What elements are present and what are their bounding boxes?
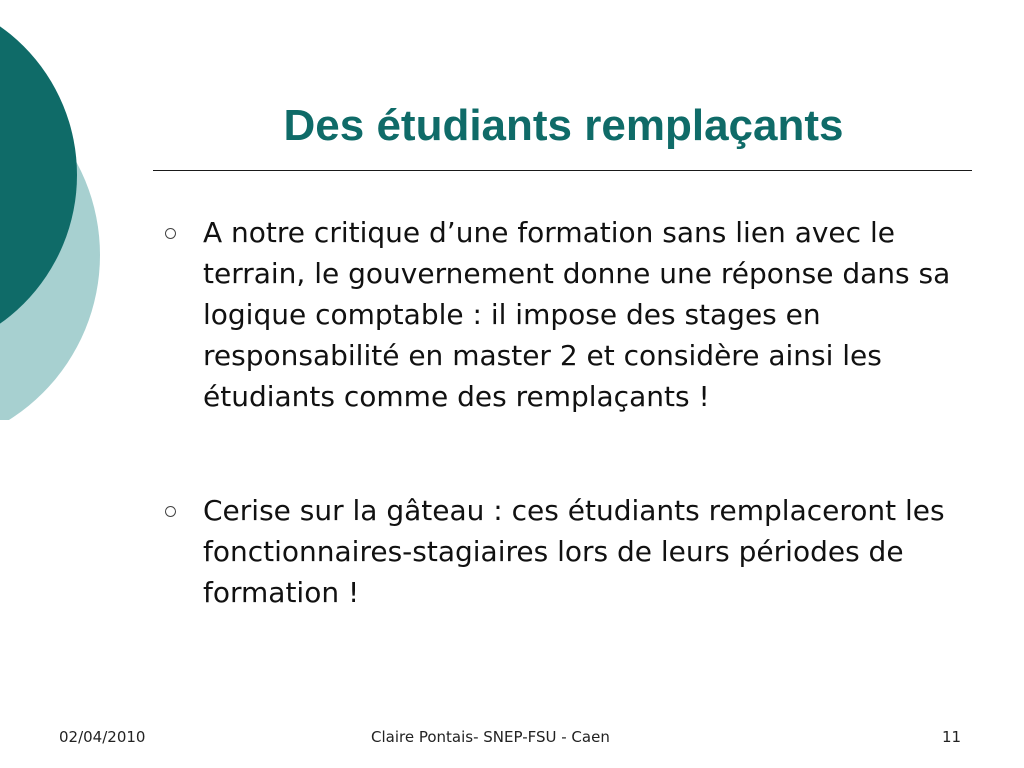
slide-title: Des étudiants remplaçants	[283, 101, 844, 150]
footer-author: Claire Pontais- SNEP-FSU - Caen	[371, 728, 610, 746]
bullet-item	[160, 212, 960, 417]
bullet-list	[160, 212, 960, 613]
bullet-text: Cerise sur la gâteau : ces étudiants remplaceront les fonctionnaires-stagiaires lors de leurs périodes de formation !	[203, 494, 945, 609]
page-number: 11	[942, 728, 962, 746]
footer-date: 02/04/2010	[59, 728, 146, 746]
bullet-item	[160, 490, 960, 613]
hollow-circle-bullet-icon	[165, 228, 176, 239]
bullet-text: A notre critique d’une formation sans lien avec le terrain, le gouvernement donne une réponse dans sa logique comptable : il impose des stages en responsabilité en master 2 et considère ainsi les étudiants comme des remplaçants !	[203, 216, 951, 413]
decorative-circles	[0, 0, 120, 420]
title-divider	[153, 170, 972, 171]
hollow-circle-bullet-icon	[165, 506, 176, 517]
